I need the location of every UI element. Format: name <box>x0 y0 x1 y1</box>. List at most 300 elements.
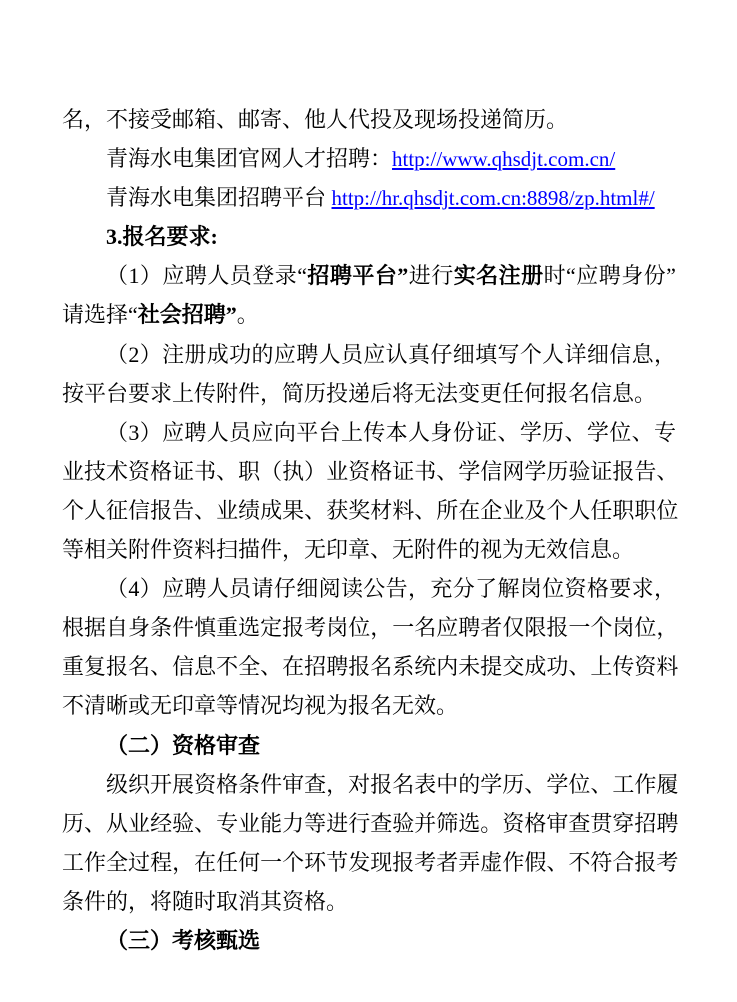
char: 登 <box>252 263 275 289</box>
char: 定 <box>260 615 283 641</box>
char: 件 <box>172 615 195 641</box>
item-2-line-1 <box>62 335 676 374</box>
char: 岗 <box>326 615 349 641</box>
char: ， <box>326 771 349 797</box>
char: 信 <box>128 497 151 523</box>
char: 任 <box>216 849 239 875</box>
char: 查 <box>568 810 591 836</box>
char: 应 <box>251 419 274 445</box>
text-run: 按平台要求上传附件，简历投递后将无法变更任何报名信息。 <box>62 380 657 406</box>
char: 业 <box>128 810 151 836</box>
char: 个 <box>519 341 542 367</box>
char: 程 <box>150 849 173 875</box>
char: 位 <box>542 576 565 602</box>
char: 聘 <box>326 654 349 680</box>
char: 名 <box>128 654 151 680</box>
char: 历 <box>546 458 569 484</box>
char: 录 <box>274 263 297 289</box>
char: 网 <box>502 458 525 484</box>
char: 成 <box>260 497 283 523</box>
char: 职 <box>612 497 635 523</box>
char: 、 <box>260 654 283 680</box>
char: 弄 <box>458 849 481 875</box>
char: （ <box>106 263 129 289</box>
text-run: 条件的，将随时取消其资格。 <box>62 888 349 914</box>
char: 及 <box>524 497 547 523</box>
char: 、 <box>568 654 591 680</box>
char: 奖 <box>348 497 371 523</box>
char: 3 <box>128 419 140 445</box>
char: 并 <box>414 810 437 836</box>
char: 仔 <box>273 576 296 602</box>
char: 学 <box>480 771 503 797</box>
char: 证 <box>475 419 498 445</box>
char: 应 <box>162 263 185 289</box>
char: 业 <box>238 810 261 836</box>
char: 历 <box>502 771 525 797</box>
char: 作 <box>634 771 657 797</box>
char: 应 <box>273 341 296 367</box>
heading-signup-requirements <box>62 217 676 256</box>
char: 证 <box>172 458 195 484</box>
char: 格 <box>150 458 173 484</box>
char: 聘 <box>296 341 319 367</box>
item-1-line-2 <box>62 295 676 334</box>
qualification-review-line-2 <box>62 804 679 843</box>
char: 功 <box>229 341 252 367</box>
char: 条 <box>238 771 261 797</box>
char: 资 <box>194 771 217 797</box>
qualification-review-line-3 <box>62 843 679 882</box>
char: 系 <box>392 654 415 680</box>
char: 进 <box>326 810 349 836</box>
char: 报 <box>546 615 569 641</box>
char: 身 <box>621 263 644 289</box>
char: 仔 <box>430 341 453 367</box>
char: 、 <box>546 849 569 875</box>
char: 人 <box>568 497 591 523</box>
char: 节 <box>326 849 349 875</box>
char: 人 <box>318 341 341 367</box>
char: 据 <box>84 615 107 641</box>
char: ， <box>653 341 676 367</box>
char: 对 <box>348 771 371 797</box>
char: 、 <box>150 654 173 680</box>
char: 、 <box>414 497 437 523</box>
char: 报 <box>612 458 635 484</box>
char: 岗 <box>519 576 542 602</box>
char: 审 <box>546 810 569 836</box>
item-1-line-1 <box>62 256 676 295</box>
bold-text-run: 社会招聘” <box>137 302 237 328</box>
item-3-line-1 <box>62 413 676 452</box>
char: 何 <box>238 849 261 875</box>
char: 过 <box>128 849 151 875</box>
char: 技 <box>84 458 107 484</box>
char: 、 <box>631 419 654 445</box>
char: 解 <box>497 576 520 602</box>
text-run: 青海水电集团官网人才招聘： <box>106 146 393 172</box>
char: 息 <box>631 341 654 367</box>
text-run: 。 <box>236 302 259 328</box>
char: 阅 <box>318 576 341 602</box>
char: 业 <box>326 458 349 484</box>
char: 所 <box>436 497 459 523</box>
char: ） <box>139 419 162 445</box>
char: 审 <box>282 771 305 797</box>
char: 人 <box>542 341 565 367</box>
char: 资 <box>502 810 525 836</box>
recruit-platform-line <box>62 178 676 217</box>
item-2-line-2 <box>62 374 676 413</box>
char: 填 <box>475 341 498 367</box>
char: 应 <box>436 615 459 641</box>
char: 进 <box>408 263 431 289</box>
char: 报 <box>106 654 129 680</box>
char: 根 <box>62 615 85 641</box>
char: 资 <box>348 458 371 484</box>
char: 合 <box>612 849 635 875</box>
char: ） <box>304 458 327 484</box>
char: 报 <box>370 771 393 797</box>
bold-char: 实 <box>453 263 476 289</box>
item-4-line-1 <box>62 569 676 608</box>
char: 的 <box>458 771 481 797</box>
qualification-review-line-1 <box>62 765 679 804</box>
bold-char: 聘 <box>329 263 352 289</box>
char: 请 <box>251 576 274 602</box>
char: 专 <box>653 419 676 445</box>
char: 学 <box>546 771 569 797</box>
char: 平 <box>296 419 319 445</box>
char: 上 <box>590 654 613 680</box>
char: 聘 <box>598 263 621 289</box>
char: 开 <box>150 771 173 797</box>
char: 查 <box>304 771 327 797</box>
char: 资 <box>564 576 587 602</box>
char: 充 <box>430 576 453 602</box>
char: 经 <box>150 810 173 836</box>
char: 在 <box>458 497 481 523</box>
char: 、 <box>216 458 239 484</box>
char: 企 <box>480 497 503 523</box>
char: 考 <box>656 849 679 875</box>
char: 虚 <box>480 849 503 875</box>
char: 筛 <box>436 810 459 836</box>
char: 、 <box>590 771 613 797</box>
char: （ <box>106 419 129 445</box>
char: 作 <box>502 849 525 875</box>
char: 在 <box>194 849 217 875</box>
char: 履 <box>656 771 679 797</box>
hyperlink[interactable]: http://www.qhsdjt.com.cn/ <box>392 147 616 172</box>
char: 重 <box>216 615 239 641</box>
item-4-line-3 <box>62 647 679 686</box>
char: 符 <box>590 849 613 875</box>
char: 格 <box>524 810 547 836</box>
char: 织 <box>128 771 151 797</box>
char: 名 <box>392 771 415 797</box>
bold-text-run: 3.报名要求: <box>106 224 218 250</box>
char: 全 <box>106 849 129 875</box>
char: 应 <box>162 419 185 445</box>
char: 中 <box>436 771 459 797</box>
char: 员 <box>229 419 252 445</box>
char: 贯 <box>590 810 613 836</box>
char: 细 <box>586 341 609 367</box>
char: 聘 <box>458 615 481 641</box>
item-3-line-4 <box>62 530 676 569</box>
char: 一 <box>568 615 591 641</box>
char: 发 <box>348 849 371 875</box>
char: 自 <box>106 615 129 641</box>
char: 慎 <box>194 615 217 641</box>
bold-char: 平 <box>352 263 375 289</box>
char: 真 <box>408 341 431 367</box>
char: 能 <box>260 810 283 836</box>
char: 交 <box>502 654 525 680</box>
char: 份 <box>452 419 475 445</box>
char: 不 <box>568 849 591 875</box>
char: 一 <box>392 615 415 641</box>
bold-char: 册 <box>521 263 544 289</box>
char: 材 <box>370 497 393 523</box>
char: 台 <box>318 419 341 445</box>
char: 者 <box>480 615 503 641</box>
char: 应 <box>162 576 185 602</box>
text-run: 名，不接受邮箱、邮寄、他人代投及现场投递简历。 <box>62 107 569 132</box>
char: ， <box>408 576 431 602</box>
char: 报 <box>634 849 657 875</box>
char: 证 <box>392 458 415 484</box>
char: （ <box>260 458 283 484</box>
char: 4 <box>128 576 140 602</box>
char: ， <box>653 576 676 602</box>
char: 聘 <box>656 810 679 836</box>
char: 人 <box>206 419 229 445</box>
char: 工 <box>612 771 635 797</box>
char: 获 <box>326 497 349 523</box>
char: 条 <box>150 615 173 641</box>
char: 1 <box>128 263 140 289</box>
char: 格 <box>586 576 609 602</box>
char: 、 <box>564 419 587 445</box>
char: 详 <box>564 341 587 367</box>
heading-qualification-review <box>62 726 676 765</box>
char: 任 <box>590 497 613 523</box>
char: 料 <box>656 654 679 680</box>
char: 、 <box>194 810 217 836</box>
char: 应 <box>576 263 599 289</box>
char: 2 <box>128 341 140 367</box>
bold-char: 名 <box>476 263 499 289</box>
char: ， <box>370 615 393 641</box>
char: 要 <box>609 576 632 602</box>
char: 传 <box>612 654 635 680</box>
char: 职 <box>634 497 657 523</box>
char: 位 <box>568 771 591 797</box>
char: 求 <box>631 576 654 602</box>
char: 行 <box>431 263 454 289</box>
char: 细 <box>296 576 319 602</box>
char: 工 <box>62 849 85 875</box>
char: 成 <box>524 654 547 680</box>
char: 一 <box>260 849 283 875</box>
char: 验 <box>568 458 591 484</box>
char: 份 <box>643 263 666 289</box>
item-3-line-3 <box>62 491 679 530</box>
char: 分 <box>452 576 475 602</box>
char: ） <box>139 341 162 367</box>
char: 、 <box>656 458 679 484</box>
char: 读 <box>340 576 363 602</box>
char: 选 <box>238 615 261 641</box>
char: 聘 <box>184 263 207 289</box>
item-4-line-2 <box>62 608 679 647</box>
heading-assessment-selection <box>62 921 676 960</box>
char: 向 <box>273 419 296 445</box>
char: 员 <box>340 341 363 367</box>
char: 选 <box>458 810 481 836</box>
char: 人 <box>207 263 230 289</box>
char: 业 <box>216 497 239 523</box>
char: 报 <box>150 497 173 523</box>
char: 征 <box>106 497 129 523</box>
char: 位 <box>634 615 657 641</box>
char: 告 <box>634 458 657 484</box>
char: 现 <box>370 849 393 875</box>
document-body <box>62 100 679 960</box>
char: 个 <box>590 615 613 641</box>
char: 考 <box>304 615 327 641</box>
char: 聘 <box>184 576 207 602</box>
char: 、 <box>84 810 107 836</box>
char: 公 <box>363 576 386 602</box>
char: 在 <box>282 654 305 680</box>
char: 格 <box>370 458 393 484</box>
char: 资 <box>128 458 151 484</box>
item-4-line-4 <box>62 686 676 725</box>
char: 不 <box>216 654 239 680</box>
char: 果 <box>282 497 305 523</box>
char: 员 <box>229 263 252 289</box>
char: 、 <box>194 497 217 523</box>
char: （ <box>106 576 129 602</box>
bold-char: 台 <box>374 263 397 289</box>
char: 告 <box>172 497 195 523</box>
char: 仅 <box>502 615 525 641</box>
char: 位 <box>348 615 371 641</box>
char: 复 <box>84 654 107 680</box>
char: ） <box>139 263 162 289</box>
char: 未 <box>458 654 481 680</box>
para-no-onsite-resume-line <box>62 100 676 139</box>
qualification-review-line-4 <box>62 882 676 921</box>
char: 查 <box>370 810 393 836</box>
text-run: 不清晰或无印章等情况均视为报名无效。 <box>62 693 459 719</box>
char: 、 <box>436 458 459 484</box>
char: 假 <box>524 849 547 875</box>
char: 位 <box>609 419 632 445</box>
char: 表 <box>414 771 437 797</box>
char: 书 <box>414 458 437 484</box>
char: 书 <box>194 458 217 484</box>
char: ， <box>172 849 195 875</box>
char: 报 <box>348 654 371 680</box>
char: 人 <box>206 576 229 602</box>
char: 历 <box>542 419 565 445</box>
char: 招 <box>304 654 327 680</box>
char: 历 <box>62 810 85 836</box>
char: 行 <box>348 810 371 836</box>
char: 验 <box>392 810 415 836</box>
item-3-line-2 <box>62 452 679 491</box>
char: 身 <box>430 419 453 445</box>
char: ， <box>656 615 679 641</box>
char: 专 <box>216 810 239 836</box>
char: 位 <box>656 497 679 523</box>
char: 信 <box>172 654 195 680</box>
char: 时 <box>543 263 566 289</box>
bold-char: 招 <box>307 263 330 289</box>
char: 员 <box>229 576 252 602</box>
char: 业 <box>62 458 85 484</box>
char: 料 <box>392 497 415 523</box>
text-run: 等相关附件资料扫描件，无印章、无附件的视为无效信息。 <box>62 537 635 563</box>
text-run: 请选择“ <box>62 302 138 328</box>
char: 岗 <box>612 615 635 641</box>
char: ） <box>139 576 162 602</box>
char: 考 <box>414 849 437 875</box>
char: 息 <box>194 654 217 680</box>
char: “ <box>297 263 307 289</box>
char: 、 <box>497 419 520 445</box>
char: 学 <box>458 458 481 484</box>
char: 验 <box>172 810 195 836</box>
char: 穿 <box>612 810 635 836</box>
char: 个 <box>546 497 569 523</box>
char: 作 <box>84 849 107 875</box>
char: 全 <box>238 654 261 680</box>
char: 功 <box>546 654 569 680</box>
char: 重 <box>62 654 85 680</box>
bold-text-run: （三）考核甄选 <box>106 927 261 953</box>
char: 的 <box>251 341 274 367</box>
char: 成 <box>206 341 229 367</box>
char: 应 <box>363 341 386 367</box>
char: 细 <box>452 341 475 367</box>
char: 人 <box>84 497 107 523</box>
hyperlink[interactable]: http://hr.qhsdjt.com.cn:8898/zp.html#/ <box>331 186 655 211</box>
char: 、 <box>304 497 327 523</box>
char: 等 <box>304 810 327 836</box>
char: 招 <box>634 810 657 836</box>
char: 从 <box>106 810 129 836</box>
char: 。 <box>480 810 503 836</box>
bold-char: ” <box>397 263 409 289</box>
char: 名 <box>370 654 393 680</box>
char: 统 <box>414 654 437 680</box>
char: 学 <box>524 458 547 484</box>
char: 个 <box>282 849 305 875</box>
char: 级 <box>106 771 129 797</box>
char: （ <box>106 341 129 367</box>
char: 了 <box>475 576 498 602</box>
char: 报 <box>282 615 305 641</box>
char: 业 <box>502 497 525 523</box>
char: 证 <box>590 458 613 484</box>
char: 术 <box>106 458 129 484</box>
